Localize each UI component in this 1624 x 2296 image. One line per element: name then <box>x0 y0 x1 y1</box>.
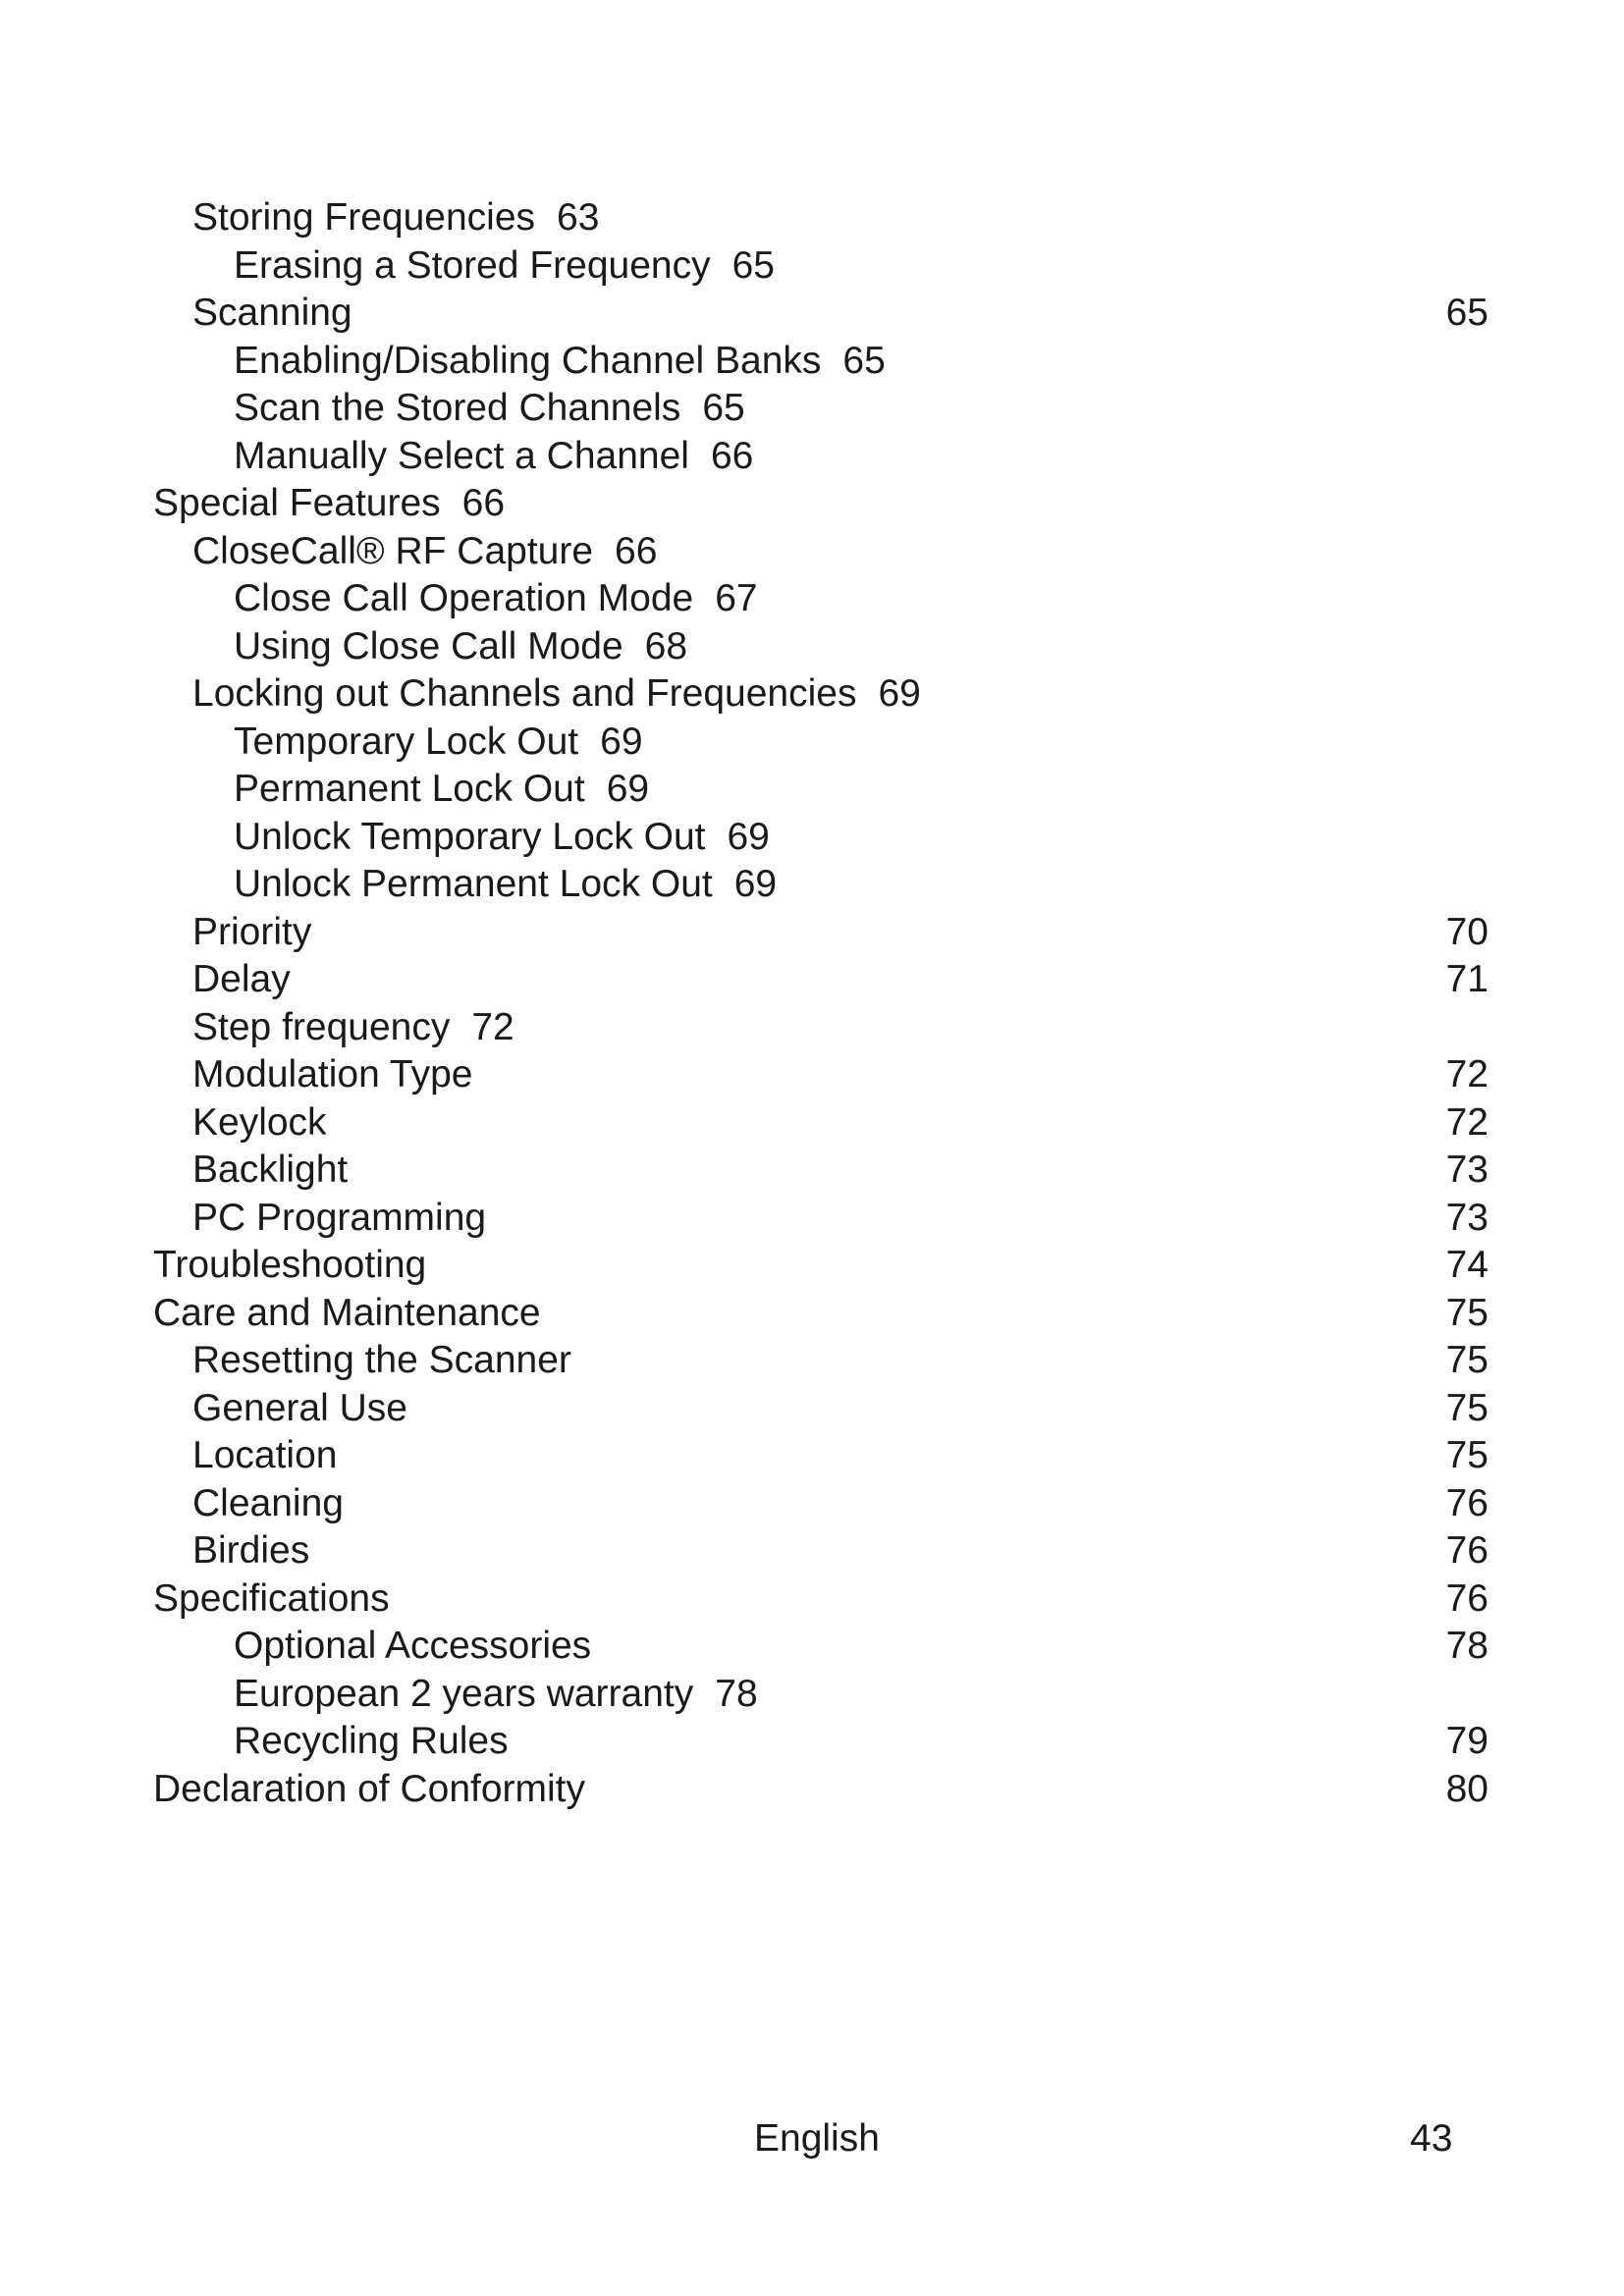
toc-entry-title: Backlight <box>192 1148 349 1191</box>
footer-page-number: 43 <box>1410 2117 1453 2160</box>
toc-entry <box>153 385 1489 433</box>
toc-entry <box>153 1432 1489 1480</box>
toc-entry <box>153 1385 1489 1433</box>
toc-entry-page: 69 <box>733 863 778 905</box>
toc-entry <box>153 909 1489 957</box>
toc-entry-page: 75 <box>1445 1339 1489 1381</box>
toc-entry-title: Using Close Call Mode <box>234 624 623 667</box>
toc-entry <box>153 719 1489 767</box>
toc-entry <box>153 338 1489 386</box>
toc-entry <box>153 1147 1489 1195</box>
toc-entry-title: Birdies <box>192 1529 310 1572</box>
toc-entry-page: 76 <box>1445 1481 1489 1524</box>
toc-entry-page: 63 <box>557 196 600 239</box>
toc-entry <box>153 1527 1489 1575</box>
toc-entry <box>153 956 1489 1004</box>
toc-entry-page: 65 <box>731 243 775 287</box>
footer-language: English <box>754 2117 880 2160</box>
toc-entry-page: 75 <box>1445 1386 1489 1429</box>
toc-entry-title: Close Call Operation Mode <box>234 577 694 619</box>
toc-entry-title: Keylock <box>192 1100 327 1144</box>
toc-entry-page: 75 <box>1445 1434 1489 1476</box>
toc-entry <box>153 528 1489 576</box>
toc-entry <box>153 480 1489 528</box>
toc-entry-title: Cleaning <box>192 1481 344 1524</box>
toc-entry-title: Step frequency <box>192 1005 451 1048</box>
table-of-contents <box>153 194 1489 1813</box>
toc-entry-page: 72 <box>1445 1053 1489 1095</box>
toc-entry <box>153 766 1489 814</box>
toc-entry-title: Optional Accessories <box>234 1625 592 1667</box>
toc-entry <box>153 1337 1489 1385</box>
toc-entry-page: 68 <box>644 624 688 667</box>
toc-entry-page: 73 <box>1445 1148 1489 1191</box>
toc-entry-page: 78 <box>715 1672 758 1715</box>
toc-entry-page: 74 <box>1445 1244 1489 1286</box>
toc-entry <box>153 575 1489 623</box>
toc-entry-page: 71 <box>1445 958 1489 1000</box>
toc-entry <box>153 194 1489 242</box>
toc-entry-title: Care and Maintenance <box>153 1291 541 1334</box>
toc-entry-title: Modulation Type <box>192 1053 473 1095</box>
toc-entry-title: Resetting the Scanner <box>192 1339 571 1381</box>
toc-entry-title: Priority <box>192 910 312 953</box>
toc-entry <box>153 242 1489 291</box>
toc-entry-title: European 2 years warranty <box>234 1672 694 1715</box>
toc-entry-page: 65 <box>842 339 886 382</box>
toc-entry-page: 67 <box>715 577 758 619</box>
toc-entry-page: 75 <box>1445 1291 1489 1334</box>
toc-entry-title: Unlock Permanent Lock Out <box>234 863 713 905</box>
toc-entry <box>153 1718 1489 1766</box>
toc-entry <box>153 290 1489 338</box>
toc-entry-page: 79 <box>1445 1720 1489 1762</box>
toc-entry-page: 69 <box>878 672 921 715</box>
toc-entry <box>153 670 1489 719</box>
toc-entry-title: Temporary Lock Out <box>234 720 579 763</box>
toc-entry-title: CloseCall® RF Capture <box>192 529 594 572</box>
toc-entry <box>153 1195 1489 1243</box>
toc-entry-page: 66 <box>710 434 754 477</box>
toc-entry <box>153 1004 1489 1052</box>
toc-entry-title: Storing Frequencies <box>192 196 536 239</box>
toc-entry-title: Permanent Lock Out <box>234 768 585 810</box>
toc-entry <box>153 1051 1489 1099</box>
toc-entry-page: 66 <box>615 529 658 572</box>
toc-entry-title: Special Features <box>153 482 441 524</box>
toc-entry <box>153 861 1489 909</box>
toc-entry-page: 72 <box>471 1005 514 1048</box>
toc-entry <box>153 623 1489 671</box>
toc-entry-title: Manually Select a Channel <box>234 434 689 477</box>
toc-entry-title: Recycling Rules <box>234 1720 509 1762</box>
toc-entry-title: PC Programming <box>192 1196 487 1239</box>
toc-entry-page: 80 <box>1445 1767 1489 1810</box>
toc-entry-title: Specifications <box>153 1576 390 1620</box>
toc-entry-title: Troubleshooting <box>153 1244 427 1286</box>
toc-entry-title: Scan the Stored Channels <box>234 387 681 429</box>
toc-entry-page: 69 <box>727 815 770 858</box>
toc-entry-title: Declaration of Conformity <box>153 1767 586 1810</box>
toc-entry <box>153 1290 1489 1338</box>
toc-entry <box>153 1242 1489 1290</box>
toc-entry-page: 76 <box>1445 1576 1489 1620</box>
toc-entry-page: 76 <box>1445 1529 1489 1572</box>
toc-entry-page: 70 <box>1445 910 1489 953</box>
toc-entry-title: Locking out Channels and Frequencies <box>192 672 857 715</box>
toc-entry-title: Scanning <box>192 292 352 334</box>
toc-entry-title: Delay <box>192 958 291 1000</box>
toc-entry <box>153 1480 1489 1528</box>
toc-entry <box>153 433 1489 481</box>
toc-entry-page: 66 <box>461 482 506 524</box>
toc-entry <box>153 1623 1489 1671</box>
toc-entry-title: Location <box>192 1434 338 1476</box>
toc-entry <box>153 1671 1489 1719</box>
toc-entry-title: Erasing a Stored Frequency <box>234 243 711 287</box>
toc-entry <box>153 1766 1489 1814</box>
toc-entry <box>153 814 1489 862</box>
toc-entry-page: 72 <box>1445 1100 1489 1144</box>
toc-entry-page: 65 <box>1445 292 1489 334</box>
toc-entry-page: 73 <box>1445 1196 1489 1239</box>
toc-entry-title: General Use <box>192 1386 407 1429</box>
toc-entry-page: 69 <box>606 768 650 810</box>
toc-entry-page: 69 <box>600 720 643 763</box>
toc-entry <box>153 1575 1489 1624</box>
toc-entry-title: Unlock Temporary Lock Out <box>234 815 706 858</box>
toc-entry-title: Enabling/Disabling Channel Banks <box>234 339 822 382</box>
toc-entry <box>153 1099 1489 1148</box>
toc-entry-page: 65 <box>702 387 745 429</box>
toc-entry-page: 78 <box>1445 1625 1489 1667</box>
